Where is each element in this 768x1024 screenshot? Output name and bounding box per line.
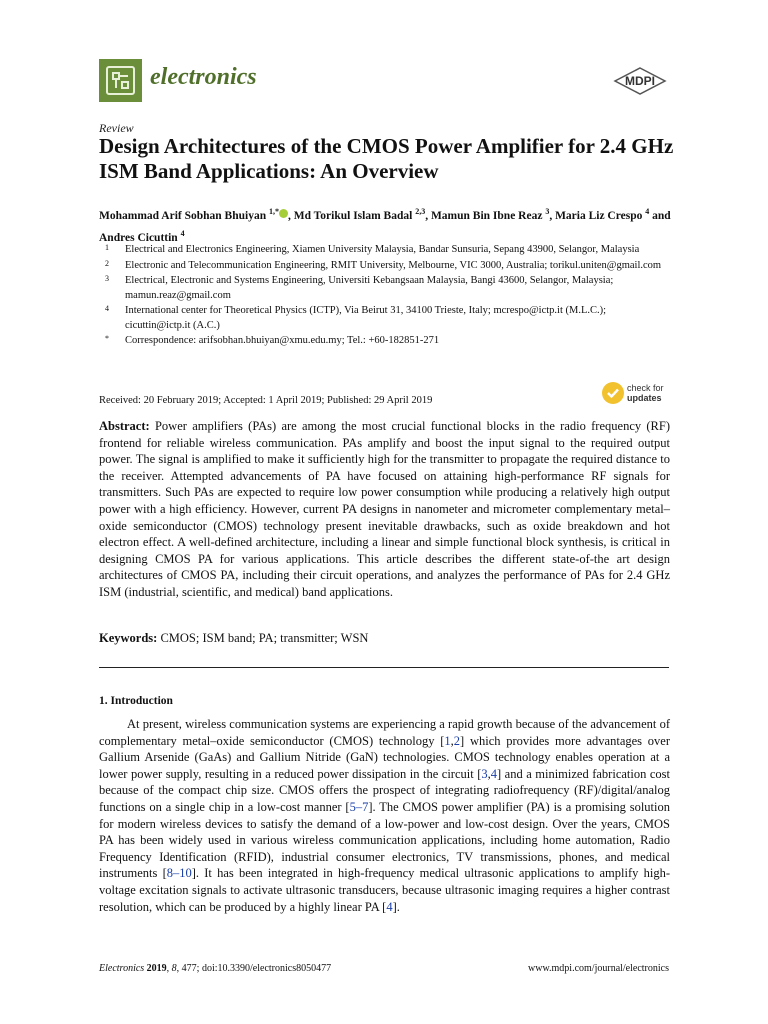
affiliation-number: 1: [105, 243, 109, 252]
citation-link[interactable]: 4: [386, 899, 393, 914]
abstract-label: Abstract:: [99, 419, 150, 433]
affiliation-number: 4: [105, 304, 109, 313]
intro-text: ,: [487, 766, 491, 781]
affiliation-text: Correspondence: arifsobhan.bhuiyan@xmu.edu.my; Tel.: +60-182851-271: [125, 335, 440, 346]
author-affiliation-marker: 2,3: [415, 207, 426, 216]
citation-link[interactable]: 3: [481, 766, 488, 781]
publisher-name: MDPI: [625, 74, 655, 88]
footer-year: 2019: [146, 963, 167, 974]
author-affiliation-marker: 4: [645, 207, 650, 216]
author-separator: and: [649, 209, 671, 222]
footer-citation: Electronics 2019, 8, 477; doi:10.3390/electronics8050477: [99, 963, 332, 974]
affiliation-list: [99, 243, 674, 350]
affiliation-text: Electrical and Electronics Engineering, Xiamen University Malaysia, Bandar Sunsuria, Sepang 43900, Selangor, Malaysia: [125, 244, 640, 255]
affiliation-item: [99, 259, 674, 274]
keywords-text: CMOS; ISM band; PA; transmitter; WSN: [160, 631, 369, 645]
article-type: Review: [99, 121, 134, 135]
author-name: Md Torikul Islam Badal: [293, 209, 413, 222]
footer-journal-link[interactable]: www.mdpi.com/journal/electronics: [528, 963, 669, 974]
affiliation-number: 2: [105, 258, 109, 268]
check-updates-line1: check for: [627, 383, 664, 393]
journal-name: electronics: [150, 64, 257, 90]
author-separator: ,: [288, 209, 294, 222]
abstract: [99, 418, 670, 601]
paper-title: Design Architectures of the CMOS Power Amplifier for 2.4 GHz ISM Band Applications: An Overview: [99, 134, 674, 183]
orcid-icon[interactable]: [279, 209, 288, 218]
intro-text: ] which provides more advantages over Gallium Arsenide (GaAs) and Gallium Nitride (GaN) technologies. CMOS technology enables operation at a lower power supply, resulting in a reduced power dissipation in the circuit [: [99, 733, 670, 781]
affiliation-item: [99, 334, 674, 349]
author-name: Maria Liz Crespo: [555, 209, 643, 222]
journal-logo-icon: [99, 59, 142, 102]
section-divider: [99, 667, 669, 668]
affiliation-text: Electronic and Telecommunication Engineering, RMIT University, Melbourne, VIC 3000, Australia; torikul.uniten@gmail.com: [125, 259, 662, 271]
check-updates-line2: updates: [627, 393, 662, 403]
author-affiliation-marker: 3: [545, 207, 550, 216]
citation-link[interactable]: 8–10: [166, 866, 192, 881]
author-list: [99, 203, 679, 247]
author-affiliation-marker: 4: [180, 228, 185, 238]
affiliation-item: [99, 274, 674, 303]
footer-doi: , 477; doi:10.3390/electronics8050477: [176, 963, 332, 974]
intro-text: ] and a minimized fabrication cost because of the compact chip size. CMOS offers the prospect of integrating radiofrequency (RF)/digital/analog functions on a single chip in a low-cost manner [: [99, 766, 670, 814]
footer-volume: 8: [171, 963, 177, 974]
affiliation-text: Electrical, Electronic and Systems Engineering, Universiti Kebangsaan Malaysia, Bangi 43600, Selangor, Malaysia; mamun.reaz@gmail.com: [125, 275, 614, 301]
introduction-paragraph: [99, 716, 670, 915]
mdpi-logo: [612, 67, 668, 95]
author-name: Mohammad Arif Sobhan Bhuiyan: [99, 209, 267, 222]
author-affiliation-marker: 1,*: [269, 207, 279, 216]
intro-text: ]. The CMOS power amplifier (PA) is a promising solution for modern wireless devices to satisfy the demand of a low-power and low-cost design. Over the years, CMOS PA has been widely used in various wireless communication applications, including home automation, Radio Frequency Identification (RFID), industrial consumer electronics, TV transmissions, phones, and medical instruments [: [99, 799, 670, 881]
affiliation-number: 3: [105, 274, 109, 283]
check-for-updates-button[interactable]: [602, 381, 672, 407]
citation-link[interactable]: 2: [453, 733, 461, 748]
check-updates-icon: [602, 382, 624, 404]
intro-text: At present, wireless communication systems are experiencing a rapid growth because of the advancement of complementary metal–oxide semiconductor (CMOS) technology [: [99, 717, 670, 748]
author-separator: ,: [549, 209, 556, 222]
author-name: Mamun Bin Ibne Reaz: [430, 209, 543, 222]
citation-link[interactable]: 5–7: [349, 799, 369, 814]
affiliation-item: [99, 243, 674, 258]
intro-text: ].: [392, 899, 400, 914]
author-name: Andres Cicuttin: [99, 231, 178, 244]
author-separator: ,: [425, 209, 431, 222]
keywords: [99, 631, 670, 646]
footer-journal: Electronics: [99, 963, 145, 974]
affiliation-text: International center for Theoretical Physics (ICTP), Via Beirut 31, 34100 Trieste, Italy; mcrespo@ictp.it (M.L.C.); cicuttin@ictp.it (A.C.): [125, 305, 607, 331]
affiliation-item: [99, 304, 674, 333]
citation-link[interactable]: 1: [444, 733, 451, 748]
keywords-label: Keywords:: [99, 631, 158, 645]
section-heading: 1. Introduction: [99, 695, 173, 707]
publication-dates: Received: 20 February 2019; Accepted: 1 April 2019; Published: 29 April 2019: [99, 395, 433, 406]
intro-text: ]. It has been integrated in high-frequency medical ultrasonic applications to amplify high-voltage excitation signals to activate ultrasonic transducers, because ultrasonic imaging requires a higher contrast resolution, which can be produced by a highly linear PA [: [99, 866, 670, 914]
affiliation-number: *: [105, 334, 109, 343]
intro-text: ,: [450, 733, 454, 748]
abstract-text: Power amplifiers (PAs) are among the most crucial functional blocks in the radio frequency (RF) frontend for reliable wireless communication. PAs amplify and boost the input signal to the required output power. The signal is amplified to make it sufficiently high for the transmitter to propagate the required distance to the receiver. Attempted advancements of PA have focused on attaining high-performance RF signals for transmitters. Such PAs are expected to require low power consumption while producing a relatively high output power with a high efficiency. However, current PA designs in nanometer and micrometer complementary metal–oxide semiconductor (CMOS) technology present inevitable drawbacks, such as oxide breakdown and hot electron effect. A well-defined architecture, including a linear and simple functional block synthesis, is critical in designing CMOS PA for various applications. This article describes the different state-of-the art design architectures of CMOS PA, including their circuit operations, and analyzes the performance of PAs for 2.4 GHz ISM (industrial, scientific, and medical) band applications.: [99, 419, 671, 599]
citation-link[interactable]: 4: [490, 766, 498, 781]
